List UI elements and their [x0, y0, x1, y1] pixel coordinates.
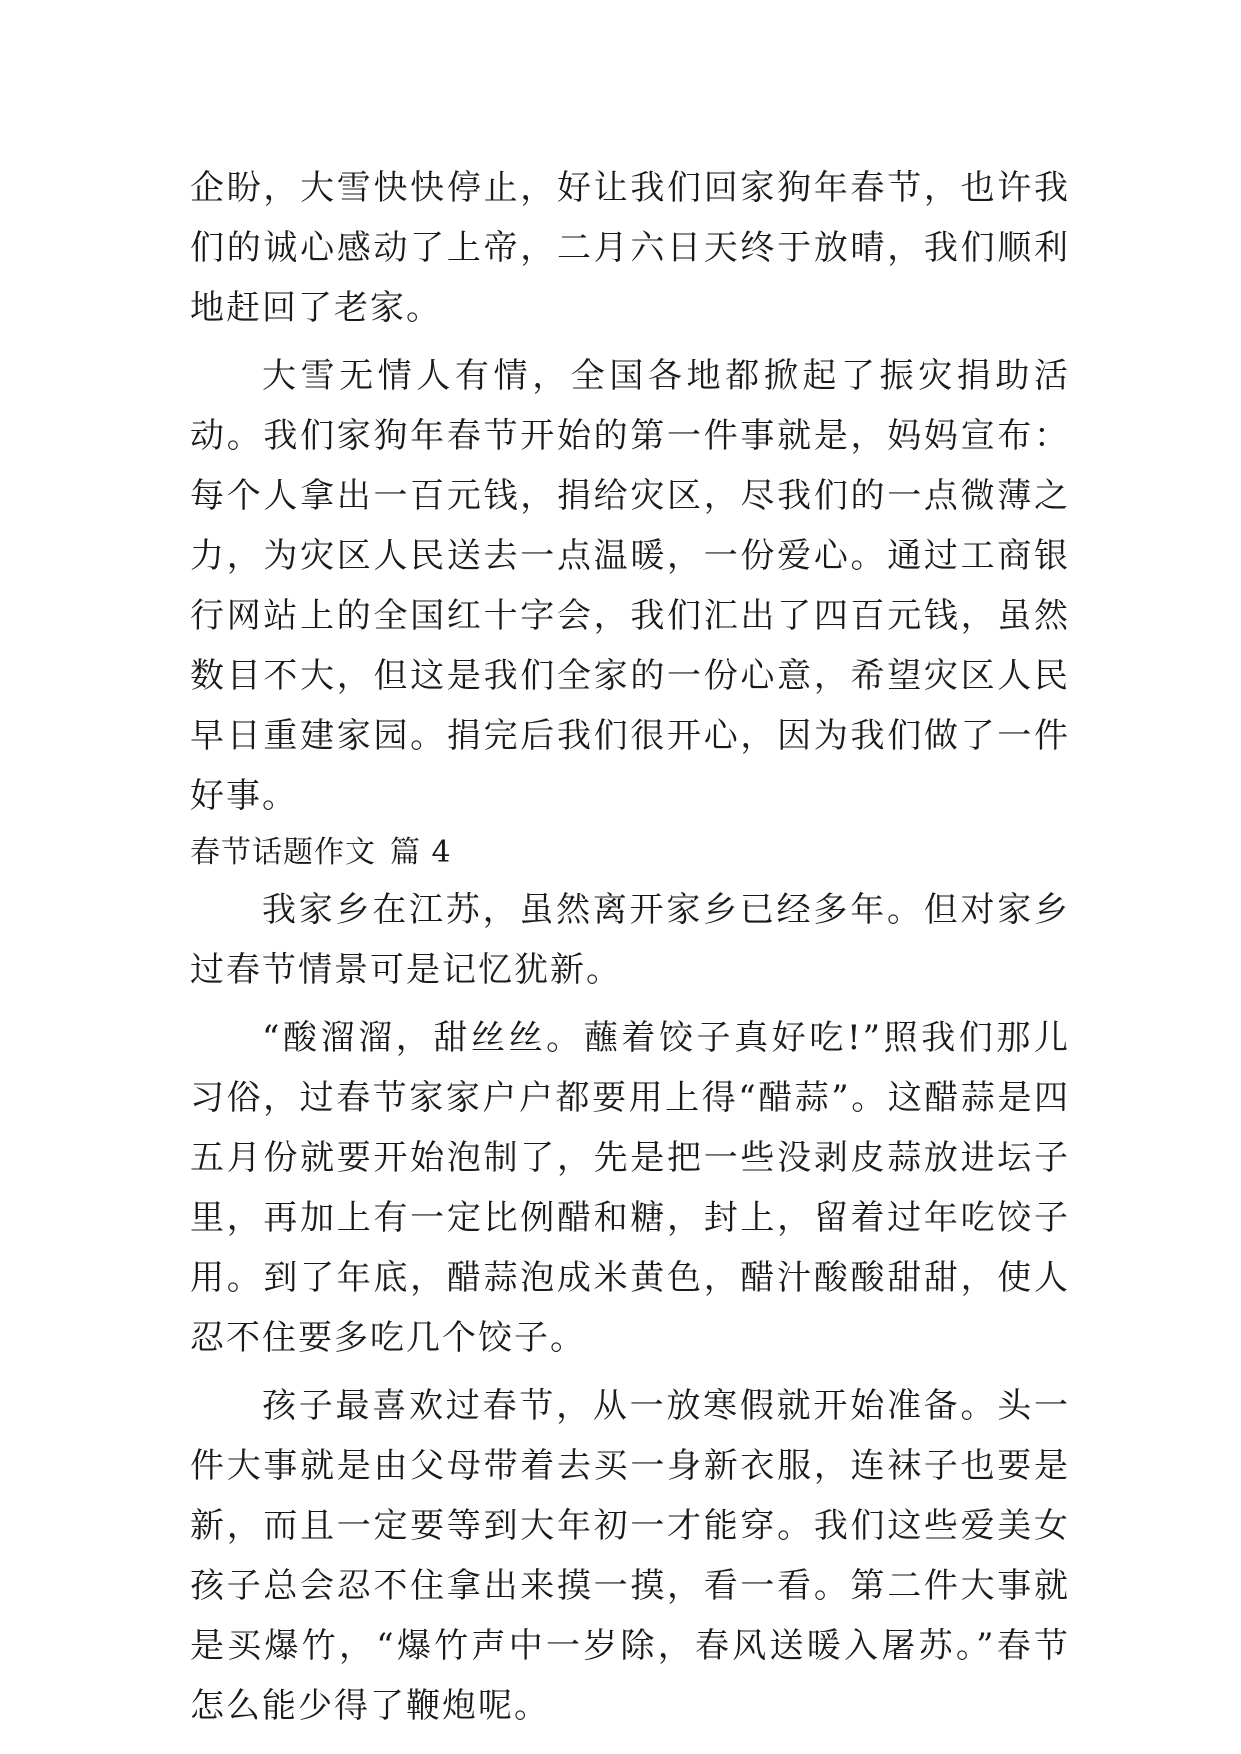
paragraph-continuation: 企盼，大雪快快停止，好让我们回家狗年春节，也许我们的诚心感动了上帝，二月六日天终于放晴，我们顺利地赶回了老家。 — [190, 168, 1070, 328]
document-body — [190, 158, 1070, 1736]
section-heading — [190, 826, 1070, 880]
section-title: 春节话题作文 — [190, 835, 376, 870]
paragraph-donation: 大雪无情人有情，全国各地都掀起了振灾捐助活动。我们家狗年春节开始的第一件事就是，妈妈宣布：每个人拿出一百元钱，捐给灾区，尽我们的一点微薄之力，为灾区人民送去一点温暖，一份爱心。通过工商银行网站上的全国红十字会，我们汇出了四百元钱，虽然数目不大，但这是我们全家的一份心意，希望灾区人民早日重建家园。捐完后我们很开心，因为我们做了一件好事。 — [190, 356, 1070, 816]
paragraph-vinegar-garlic: “酸溜溜，甜丝丝。蘸着饺子真好吃!”照我们那儿习俗，过春节家家户户都要用上得“醋蒜”。这醋蒜是四五月份就要开始泡制了，先是把一些没剥皮蒜放进坛子里，再加上有一定比例醋和糖，封上，留着过年吃饺子用。到了年底，醋蒜泡成米黄色，醋汁酸酸甜甜，使人忍不住要多吃几个饺子。 — [190, 1018, 1070, 1358]
section-number: 篇 4 — [390, 835, 452, 870]
paragraph-children-preparation: 孩子最喜欢过春节，从一放寒假就开始准备。头一件大事就是由父母带着去买一身新衣服，连袜子也要是新，而且一定要等到大年初一才能穿。我们这些爱美女孩子总会忍不住拿出来摸一摸，看一看。第二件大事就是买爆竹，“爆竹声中一岁除，春风送暖入屠苏。”春节怎么能少得了鞭炮呢。 — [190, 1386, 1070, 1726]
paragraph-hometown: 我家乡在江苏，虽然离开家乡已经多年。但对家乡过春节情景可是记忆犹新。 — [190, 890, 1070, 990]
